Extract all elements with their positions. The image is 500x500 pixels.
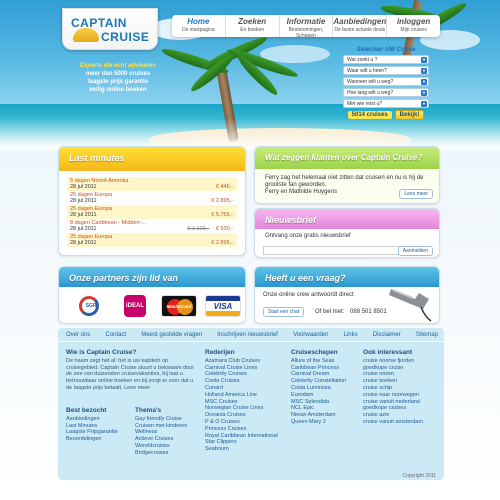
footer-link[interactable]: goedkope cruises [363,405,407,412]
nav-title: Aanbiedingen [333,17,387,26]
sgr-logo [73,295,109,317]
about-text [66,358,198,392]
footer-link[interactable]: Allure of the Seas [291,357,335,364]
select-label: Waar wilt u heen? [347,68,387,74]
reviews-panel [254,146,440,204]
nav-title: Informatie [286,17,326,26]
deal-title: 25 dagen Europa [70,192,113,198]
footer-link[interactable]: Caribbean Princess [291,364,339,371]
footer-link[interactable]: Seabourn [205,446,229,453]
logo-word-cruise: CRUISE [101,30,150,44]
footer-link[interactable]: Holland America Line [205,391,257,398]
captain-hat-icon [73,28,99,42]
newsletter-email-input[interactable] [263,246,403,255]
footer-link[interactable]: Cruisen met kinderen [135,422,188,429]
footer-best-visited [66,408,132,443]
list-item[interactable] [67,233,237,247]
select-who[interactable] [343,99,429,108]
footer-link[interactable]: Carnival Dream [291,371,330,378]
phone-icon [385,277,433,323]
list-item[interactable] [67,177,237,191]
footer-cruise-lines [205,350,289,453]
footer-link[interactable]: Wereldcruises [135,442,170,449]
select-label: Met wie reist u? [347,101,383,107]
tagline-line: veilig online boeken [89,87,147,93]
deal-title: 5 dagen Noord-Amerika [70,178,129,184]
footer-link[interactable]: Queen Mary 2 [291,418,326,425]
deal-title: 25 dagen Europa [70,206,113,212]
chevron-down-icon: ▼ [422,90,426,95]
footer-link[interactable]: Last Minutes [66,422,98,429]
help-text: Onze online crew antwoordt direct [263,292,354,298]
review-quote: Ferry zag het helemaal niet zitten dat cruisen en nu is hij de grootste fan geworden. [265,175,424,188]
footer-link-links[interactable]: Links [343,332,358,338]
logo[interactable] [62,8,158,50]
deal-date: 28 jul 2011 [70,226,97,232]
review-author: Ferry en Mathilde Huygens [265,189,338,195]
help-title: Heeft u een vraag? [255,267,439,287]
nav-title: Zoeken [238,17,267,26]
partners-panel [58,266,246,324]
nav-zoeken[interactable] [226,15,280,37]
footer-link[interactable]: Eurodam [291,391,314,398]
nav-subtitle: Bestemmingen, Schepen [288,27,324,39]
footer-link-faq[interactable]: Meest gestelde vragen [141,332,203,338]
deal-date: 28 jul 2011 [70,184,97,190]
about-body: De naam zegt het al: het is uw kapitein op cruisegebied. Captain Cruise stuurt u bekwaam door de zee van duizenden cruisevakanties, bij laat u betrouwbaar online boeken en bij zorgt er voor dat u de laagste prijs betaalt. [66,357,195,391]
footer-link[interactable]: Celebrity Cruises [205,371,247,378]
select-when[interactable] [343,77,429,86]
footer-link-over-ons[interactable]: Over ons [66,332,91,338]
footer-link-contact[interactable]: Contact [105,332,127,338]
visa-text: VISA [213,302,233,311]
nav-home[interactable] [172,15,226,37]
footer-link[interactable]: cruise vanuit nederland [363,398,420,405]
phone-number[interactable]: 088 501 8501 [350,309,387,315]
copyright: Copyright 2011 [402,473,436,479]
select-label: Wanneer wilt u weg? [347,79,394,85]
deal-price: € 2.895,- [211,240,233,246]
last-minutes-title: Last minutes [59,147,245,171]
footer-link[interactable]: Costa Cruises [205,378,240,385]
select-label: Hoe lang wilt u weg? [347,90,394,96]
footer-interesting [363,350,443,426]
tagline [58,62,178,94]
nav-title: Home [187,17,210,26]
view-button[interactable]: Bekijk! [395,110,425,120]
footer-link[interactable]: Actieve Cruises [135,436,174,443]
selector-title: Selecteer UW Cruise [356,47,416,53]
about-read-more-link[interactable]: Lees meer [124,384,151,391]
select-what[interactable] [343,55,429,64]
footer-link[interactable]: cruise vanuit amsterdam [363,418,423,425]
footer-link[interactable]: Celebrity Constellation [291,378,347,385]
help-panel [254,266,440,324]
read-more-button[interactable]: Lees meer [399,189,433,199]
footer-link[interactable]: Carnival Cruise Lines [205,364,258,371]
cruise-selector [343,47,429,120]
footer-link[interactable]: Beoordelingen [66,436,102,443]
last-minutes-panel [58,146,246,256]
newsletter-panel [254,208,440,258]
visa-logo [205,295,241,317]
footer-link[interactable]: Norwegian Cruise Lines [205,405,264,412]
nav-subtitle: De startpagina [182,27,215,33]
deal-date: 28 jul 2011 [70,240,97,246]
footer-link[interactable]: Oceania Cruises [205,412,246,419]
mastercard-logo [161,295,197,317]
footer-link[interactable]: MSC Cruises [205,398,238,405]
selector-search-row [343,110,429,120]
tagline-line: laagste prijs garantie [87,79,149,85]
ideal-logo [117,295,153,317]
footer-link[interactable]: Cunard [205,384,224,391]
newsletter-text: Ontvang onze gratis nieuwsbrief [265,233,351,239]
cruise-count: 5014 cruises [348,111,392,119]
footer-link[interactable]: Azamara Club Cruises [205,357,261,364]
chevron-down-icon: ▼ [422,101,426,106]
mastercard-text: MasterCard [166,304,192,309]
deal-date: 28 jul 2011 [70,212,97,218]
footer-link[interactable]: Costa Luminosa [291,384,331,391]
list-item[interactable] [67,205,237,219]
footer-about [66,350,198,392]
nav-aanbiedingen[interactable] [333,15,387,37]
select-duration[interactable] [343,88,429,97]
nav-informatie[interactable] [280,15,334,37]
list-item[interactable] [67,191,237,205]
footer-heading: Ook interessant [363,349,413,356]
footer-link[interactable]: Nieuw Amsterdam [291,412,336,419]
deal-price: € 5.765,- [211,212,233,218]
nav-title: inloggen [396,17,431,26]
footer-link[interactable]: Aanbiedingen [66,415,100,422]
subscribe-button[interactable]: Aanmelden [398,246,433,256]
list-item[interactable] [67,219,237,233]
footer-heading: Cruiseschepen [291,349,338,356]
nav-subtitle: De beste actuele deals [334,27,386,33]
footer-link[interactable]: cruise schip [363,384,393,391]
footer-link[interactable]: NCL Epic [291,405,315,412]
footer-nav [58,328,444,342]
footer-link-disclaimer[interactable]: Disclaimer [372,332,401,338]
deal-price: € 2.895,- [211,198,233,204]
chevron-down-icon: ▼ [422,68,426,73]
call-label: Of bel met: [315,309,345,315]
footer-heading: Best bezocht [66,407,107,414]
footer-link[interactable]: Bridgecruises [135,449,169,456]
call-info [315,309,387,315]
partners-title: Onze partners zijn lid van [59,267,245,287]
deal-date: 28 jul 2011 [70,198,97,204]
footer-heading: Thema's [135,407,162,414]
footer-heading: Wie is Captain Cruise? [66,349,137,356]
start-chat-button[interactable]: Start een chat [263,307,304,317]
chevron-down-icon: ▼ [422,79,426,84]
footer-link[interactable]: cruise boeken [363,378,398,385]
footer-link[interactable]: cruise azie [363,412,390,419]
hero-banner [0,0,500,150]
select-where[interactable] [343,66,429,75]
deal-price: € 530,- [215,226,233,232]
footer-link[interactable]: cruise reizen [363,371,395,378]
footer-link[interactable]: MSC Splendida [291,398,330,405]
sgr-text: SGR [85,303,97,309]
deal-old-price: € 1.102,- [187,226,209,232]
footer-ships [291,350,363,426]
footer [58,328,444,480]
footer-link-newsletter[interactable]: Inschrijven nieuwsbrief [217,332,278,338]
chevron-down-icon: ▼ [422,57,426,62]
main-nav [172,15,440,37]
footer-link[interactable]: Royal Caribbean International [205,432,278,439]
tagline-line: meer dan 5000 cruises [85,71,151,77]
footer-link[interactable]: Princess Cruises [205,425,247,432]
ideal-text: iDEAL [126,303,144,309]
last-minutes-list [59,171,245,247]
deal-title: 8 dagen Caribbean - Midden-... [70,220,147,226]
nav-subtitle: Mijn cruises [400,27,427,33]
footer-themes [135,408,201,457]
footer-link[interactable]: cruise naar noorwegen [363,391,419,398]
footer-link[interactable]: goedkope cruise [363,364,404,371]
deal-title: 25 dagen Europa [70,234,113,240]
reviews-title: Wat zeggen klanten over Captain Cruise? [255,147,439,169]
footer-link[interactable]: Star Clippers [205,439,237,446]
footer-link[interactable]: Gay friendly Cruise [135,415,182,422]
deal-price: € 446,- [215,184,233,190]
footer-link-sitemap[interactable]: Sitemap [415,332,438,338]
footer-link-voorwaarden[interactable]: Voorwaarden [293,332,329,338]
newsletter-title: Nieuwsbrief [255,209,439,229]
footer-link[interactable]: Wellness [135,429,158,436]
footer-heading: Rederijen [205,349,235,356]
footer-link[interactable]: P & O Cruises [205,418,240,425]
nav-inloggen[interactable] [387,15,440,37]
footer-link[interactable]: cruise noorse fjorden [363,357,415,364]
select-label: Wat zoekt u ? [347,57,378,63]
partner-logos [59,287,245,317]
logo-word-captain: CAPTAIN [71,16,127,30]
footer-link[interactable]: Laagste Prijsgarantie [66,429,118,436]
tagline-line: Experts die echt adviseren [79,63,157,69]
nav-subtitle: En boeken [240,27,265,33]
